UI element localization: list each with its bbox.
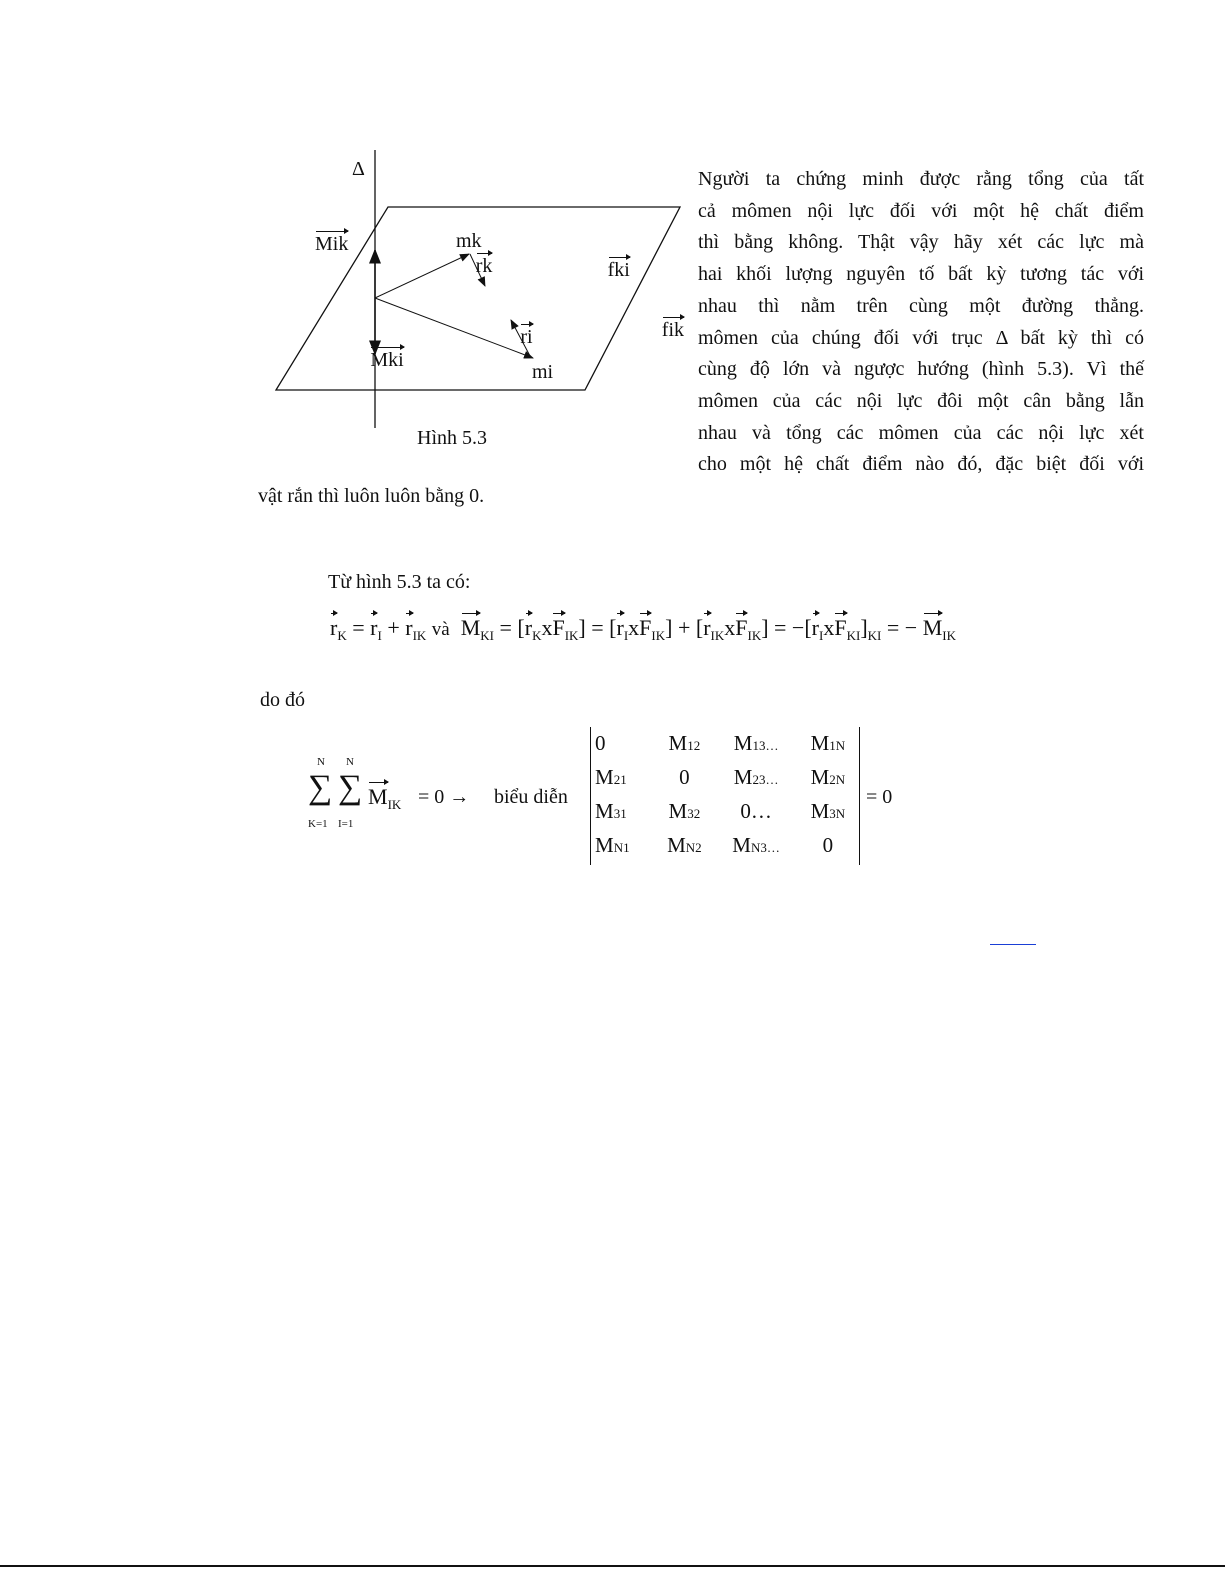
equals-zero-implies: = 0 → [418, 786, 470, 808]
paragraph-line: cho một hệ chất điểm nào đó, đặc biệt đối với [698, 453, 1144, 476]
figure-caption: Hình 5.3 [417, 427, 487, 449]
paragraph-line: Người ta chứng minh được rằng tổng của tất [698, 168, 1144, 190]
matrix-row [591, 829, 859, 863]
sum-lower-k: K=1 [308, 818, 328, 830]
paragraph-line: thì bằng không. Thật vậy hãy xét các lực mà [698, 231, 1144, 254]
paragraph-line: cùng độ lớn và ngược hướng (hình 5.3). Vì thế [698, 358, 1144, 381]
body-paragraph [698, 164, 1144, 481]
fki-label: fki [607, 259, 630, 281]
figure-5-3-diagram [0, 0, 720, 470]
matrix-cell: M1N [810, 730, 846, 755]
fik-label: fik [661, 319, 685, 341]
mk-label: mk [456, 230, 482, 252]
and-word: và [431, 619, 450, 640]
paragraph-line: cả mômen nội lực đối với một hệ chất điểm [698, 199, 1144, 222]
matrix-cell: M2N [810, 764, 846, 789]
matrix-row [591, 761, 859, 795]
matrix-cell: 0… [740, 798, 772, 823]
rk-label: rk [475, 255, 493, 277]
determinant-result: = 0 [866, 786, 893, 808]
sum-k: ∑ [308, 769, 333, 806]
matrix-cell: M21 [595, 764, 627, 789]
represent-text: biểu diễn [494, 786, 568, 808]
paragraph-line: hai khối lượng nguyên tố bất kỳ tương tác với [698, 263, 1144, 286]
paragraph-line: mômen của chúng đối với trục Δ bất kỳ thì có [698, 326, 1144, 349]
sum-lower-i: I=1 [338, 818, 354, 830]
intro-text: Từ hình 5.3 ta có: [328, 571, 471, 593]
matrix-cell: 0 [679, 764, 690, 789]
conclusion-text: do đó [260, 689, 305, 711]
matrix-cell: M31 [595, 798, 627, 823]
matrix-row [591, 727, 859, 761]
moment-sum: $M_{IK}$ [368, 784, 402, 812]
matrix-cell: M12 [668, 730, 701, 755]
matrix-cell: M3N [810, 798, 846, 823]
ri-label: ri [520, 326, 533, 348]
rk-vector [375, 254, 469, 298]
matrix-cell: M32 [668, 798, 701, 823]
equation-1: $r_K = r_I + r_{IK}$ và $M_{KI} = [r_KxF_{IK}] = [r_IxF_{IK}] + [r_{IK}xF_{IK}] = -[r_IxF_{KI}]_{KI}$ = − $M_{IK}$ [330, 615, 956, 643]
paragraph-line: mômen của các nội lực đôi một cân bằng lẫn [698, 389, 1144, 412]
matrix-cell: MN3… [732, 832, 780, 857]
matrix-cell: 0 [822, 832, 834, 857]
mi-label: mi [532, 361, 554, 383]
paragraph-tail: vật rắn thì luôn luôn bằng 0. [258, 485, 485, 507]
mik-label: Mik [315, 233, 349, 255]
paragraph-line: nhau và tổng các mômen của các nội lực xét [698, 421, 1144, 444]
matrix-cell: MN1 [595, 832, 630, 857]
moment-determinant [590, 727, 860, 865]
page-bottom-rule [0, 1565, 1225, 1567]
sum-upper-k: N [317, 756, 325, 768]
paragraph-line: nhau thì nằm trên cùng một đường thẳng. [698, 294, 1144, 317]
matrix-cell: M13… [733, 730, 779, 755]
mki-label: Mki [370, 349, 404, 371]
sum-upper-i: N [346, 756, 354, 768]
hyperlink-underline[interactable] [990, 944, 1036, 945]
sum-i: ∑ [338, 769, 363, 806]
matrix-row [591, 795, 859, 829]
matrix-cell: M23… [733, 764, 779, 789]
matrix-cell: 0 [595, 730, 606, 755]
axis-delta-label: Δ [352, 158, 365, 180]
matrix-cell: MN2 [667, 832, 702, 857]
